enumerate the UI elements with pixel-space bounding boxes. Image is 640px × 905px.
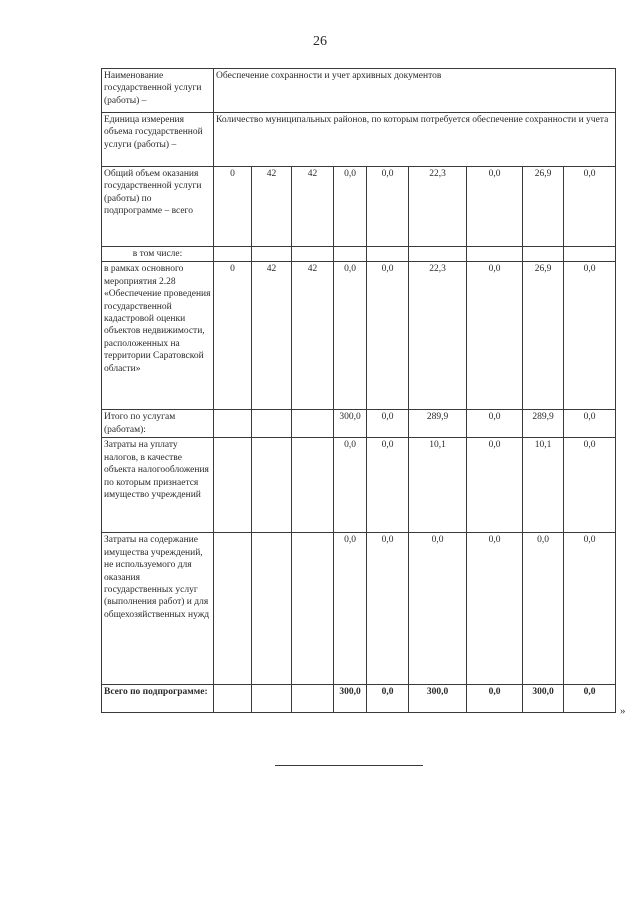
subprogram-table [101,68,616,713]
table-cell: 0,0 [564,438,616,533]
table-cell: 289,9 [523,410,564,438]
table-cell [214,685,252,713]
table-cell: 300,0 [523,685,564,713]
total-volume-label: Общий объем оказания государственной услуги (работы) по подпрограмме – всего [102,167,214,247]
grand-total-label: Всего по подпрограмме: [102,685,214,713]
table-cell: 0,0 [334,262,367,410]
row-unit [102,113,616,167]
page-number: 26 [313,34,327,49]
row-maintenance-costs [102,533,616,685]
table-cell [292,438,334,533]
table-cell [252,685,292,713]
row-including [102,247,616,262]
maintenance-costs-label: Затраты на содержание имущества учреждений, не используемого для оказания государственных услуг (выполнения работ) и для общехозяйственных нужд [102,533,214,685]
table-cell: 0,0 [523,533,564,685]
table-cell: 0 [214,167,252,247]
table-cell: 0,0 [467,262,523,410]
table-cell: 26,9 [523,167,564,247]
table-cell: 42 [252,262,292,410]
table-cell: 0 [214,262,252,410]
table-cell: 0,0 [367,533,409,685]
table-cell: 289,9 [409,410,467,438]
table-cell: 10,1 [409,438,467,533]
row-grand-total [102,685,616,713]
table-cell: 0,0 [334,438,367,533]
table-cell: 300,0 [334,410,367,438]
table-cell: 0,0 [564,685,616,713]
table-cell: 0,0 [467,167,523,247]
table-cell: 0,0 [367,262,409,410]
table-cell: 0,0 [467,410,523,438]
row-services-total [102,410,616,438]
table-cell: 0,0 [467,533,523,685]
table-cell: 0,0 [467,438,523,533]
unit-label: Единица измерения объема государственной услуги (работы) – [102,113,214,167]
table-cell: 10,1 [523,438,564,533]
table-cell [214,533,252,685]
table-cell: 0,0 [564,533,616,685]
table-cell [292,533,334,685]
table-cell: 0,0 [564,167,616,247]
table-cell [292,685,334,713]
table-cell: 0,0 [409,533,467,685]
services-total-label: Итого по услугам (работам): [102,410,214,438]
row-tax-costs [102,438,616,533]
service-name-value: Обеспечение сохранности и учет архивных документов [214,69,616,113]
table-cell [252,410,292,438]
table-cell: 0,0 [367,685,409,713]
table-cell [214,410,252,438]
table-cell: 22,3 [409,262,467,410]
row-service-name [102,69,616,113]
table-cell [252,533,292,685]
closing-quote: » [620,705,626,717]
separator-line [275,765,423,766]
table-cell: 0,0 [467,685,523,713]
main-event-label: в рамках основного мероприятия 2.28 «Обеспечение проведения государственной кадастровой оценки объектов недвижимости, расположенных на территории Саратовской области» [102,262,214,410]
table-cell: 26,9 [523,262,564,410]
service-name-label: Наименование государственной услуги (работы) – [102,69,214,113]
table-cell [292,410,334,438]
table-cell: 0,0 [367,167,409,247]
unit-value: Количество муниципальных районов, по которым потребуется обеспечение сохранности и учета [214,113,616,167]
table-cell: 0,0 [334,167,367,247]
table-cell: 300,0 [334,685,367,713]
including-label: в том числе: [102,247,214,262]
table-cell: 0,0 [367,438,409,533]
table-cell: 0,0 [564,410,616,438]
table-cell: 300,0 [409,685,467,713]
row-main-event [102,262,616,410]
table-cell: 0,0 [334,533,367,685]
table-cell: 22,3 [409,167,467,247]
table-cell: 0,0 [367,410,409,438]
table-cell [214,438,252,533]
tax-costs-label: Затраты на уплату налогов, в качестве объекта налогообложения по которым признается имущество учреждений [102,438,214,533]
table-cell [252,438,292,533]
table-cell: 42 [292,262,334,410]
table-cell: 0,0 [564,262,616,410]
row-total-volume [102,167,616,247]
table-cell: 42 [252,167,292,247]
table-cell: 42 [292,167,334,247]
